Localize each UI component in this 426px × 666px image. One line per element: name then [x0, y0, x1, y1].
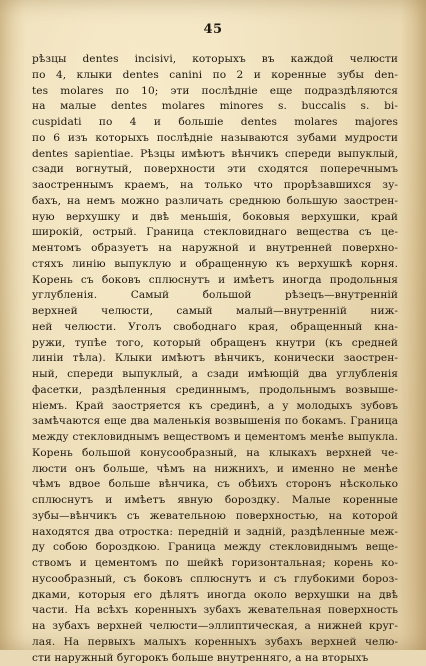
- text-line: по 4, клыки dentes canini по 2 и коренные зубы den-: [32, 68, 398, 84]
- text-line: линіи тѣла). Клыки имѣютъ вѣнчикъ, конически заострен-: [32, 351, 398, 367]
- text-line: ствомъ и цементомъ по шейкѣ горизонтальная; корень ко-: [32, 556, 398, 572]
- text-line: заостреннымъ краемъ, на только что прорѣзавшихся зу-: [32, 178, 398, 194]
- text-line: на малые dentes molares minores s. buccalis s. bi-: [32, 99, 398, 115]
- text-line: углубленія. Самый большой рѣзецъ—внутренній: [32, 288, 398, 304]
- page-number: 45: [0, 22, 426, 37]
- body-text: [32, 52, 398, 666]
- text-line: tes molares по 10; эти послѣдніе еще подраздѣляются: [32, 84, 398, 100]
- text-line: между стекловиднымъ веществомъ и цементомъ менѣе выпукла.: [32, 430, 398, 446]
- text-line: люсти онъ больше, чѣмъ на нижнихъ, и именно не менѣе: [32, 462, 398, 478]
- text-line: ду собою бороздкою. Граница между стекловиднымъ веще-: [32, 540, 398, 556]
- text-line: нусообразный, съ боковъ сплюснутъ и съ глубокими бороз-: [32, 572, 398, 588]
- text-line: ментомъ образуетъ на наружной и внутренней поверхно-: [32, 241, 398, 257]
- text-line: ней челюсти. Уголъ свободнаго края, обращенный кна-: [32, 320, 398, 336]
- text-line: рѣзцы dentes incisivi, которыхъ въ каждой челюсти: [32, 52, 398, 68]
- text-line: сзади вогнутый, поверхности эти сходятся поперечнымъ: [32, 162, 398, 178]
- text-line: дками, которыя его дѣлятъ иногда около верхушки на двѣ: [32, 588, 398, 604]
- text-line: ную верхушку и двѣ меньшія, боковыя верхушки, край: [32, 210, 398, 226]
- text-line: бахъ, на немъ можно различать среднюю большую заострен-: [32, 194, 398, 210]
- text-line: стяхъ линію выпуклую и обращенную къ верхушкѣ корня.: [32, 257, 398, 273]
- text-line: замѣчаются еще два маленькія возвышенія по бокамъ. Граница: [32, 414, 398, 430]
- text-line: верхней челюсти, самый малый—внутренній ниж-: [32, 304, 398, 320]
- text-line: ружи, тупѣе того, который обращенъ кнутри (къ средней: [32, 336, 398, 352]
- text-line: на зубахъ верхней челюсти—эллиптическая, а нижней круг-: [32, 619, 398, 635]
- text-line: Корень большой конусообразный, на клыкахъ верхней че-: [32, 446, 398, 462]
- text-line: dentes sapientiae. Рѣзцы имѣютъ вѣнчикъ спереди выпуклый,: [32, 147, 398, 163]
- text-line: части. На всѣхъ коренныхъ зубахъ жевательная поверхность: [32, 603, 398, 619]
- text-line: зубы—вѣнчикъ съ жевательною поверхностью, на которой: [32, 509, 398, 525]
- text-line: ніемъ. Край заостряется къ срединѣ, а у молодыхъ зубовъ: [32, 399, 398, 415]
- text-line: широкій, острый. Граница стекловиднаго вещества съ це-: [32, 225, 398, 241]
- text-line: ный, спереди выпуклый, а сзади имѣющій два углубленія: [32, 367, 398, 383]
- text-line: Корень съ боковъ сплюснутъ и имѣетъ иногда продольныя: [32, 273, 398, 289]
- text-line: фасетки, раздѣленныя срединнымъ, продольнымъ возвыше-: [32, 383, 398, 399]
- text-line: cuspidati по 4 и большіе dentes molares majores: [32, 115, 398, 131]
- text-line: находятся два отростка: передній и задній, раздѣленные меж-: [32, 525, 398, 541]
- text-line: лая. На первыхъ малыхъ коренныхъ зубахъ верхней челю-: [32, 635, 398, 651]
- text-line: сти наружный бугорокъ больше внутренняго, а на вторыхъ: [32, 651, 398, 666]
- text-line: сплюснутъ и имѣетъ явную бороздку. Малые коренные: [32, 493, 398, 509]
- text-line: чѣмъ вдвое больше вѣнчика, съ обѣихъ сторонъ нѣсколько: [32, 477, 398, 493]
- text-line: по 6 изъ которыхъ послѣдніе называются зубами мудрости: [32, 131, 398, 147]
